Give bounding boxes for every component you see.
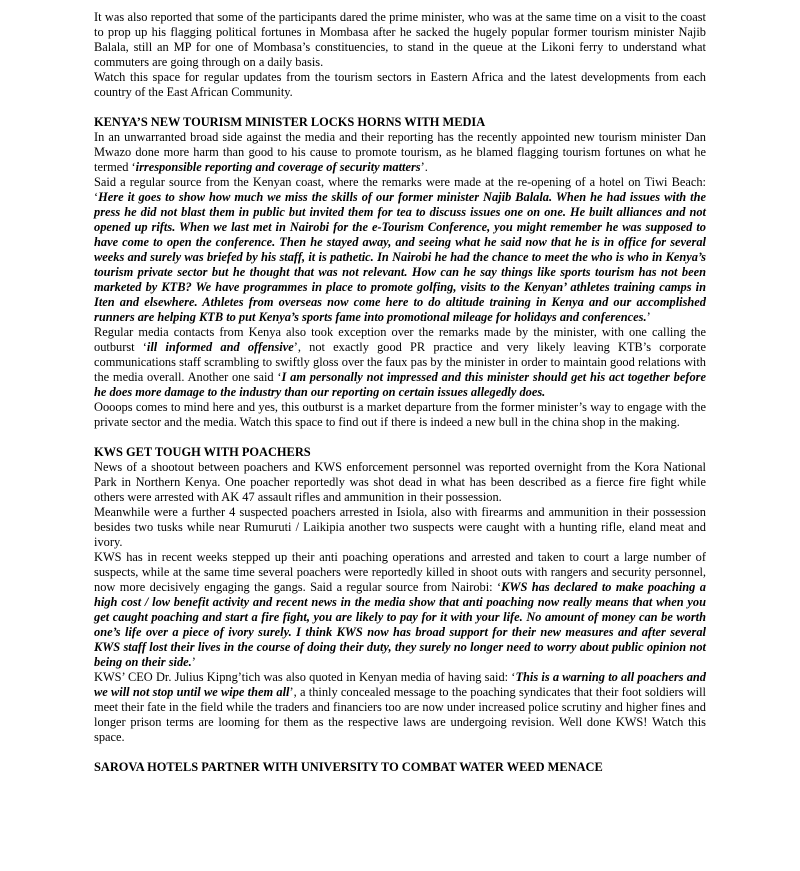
text-run: ’ — [191, 655, 196, 669]
text-run: ’. — [420, 160, 428, 174]
section-heading-sarova-hotels: SAROVA HOTELS PARTNER WITH UNIVERSITY TO COMBAT WATER WEED MENACE — [94, 760, 603, 774]
text-run: Said a regular source from the Kenyan coast, where the remarks were made at the re-opening of a hotel on Tiwi Beach: ‘ — [94, 175, 706, 204]
text-run: ’, a thinly concealed message to the poaching syndicates that their foot soldiers will meet their fate in the field while the traders and financiers too are now under increased police scrutiny and higher fines and longer prison terms are looming for them as the respective laws are undergoing revision. Well done KWS! Watch this space. — [94, 685, 706, 744]
spacer — [94, 100, 706, 115]
spacer — [94, 745, 706, 760]
intro-paragraph-1: It was also reported that some of the participants dared the prime minister, who was at the same time on a visit to the coast to prop up his flagging political fortunes in Mombasa after he sacked the hugely popular former tourism minister Najib Balala, still an MP for one of Mombasa’s constituencies, to stand in the queue at the Likoni ferry to understand what commuters are going through on a daily basis. — [94, 10, 706, 69]
section1-paragraph-3 — [94, 325, 706, 400]
emphasis-quote: irresponsible reporting and coverage of security matters — [135, 160, 421, 174]
text-run: Regular media contacts from Kenya also took exception over the remarks made by the minister, with one calling the outburst ‘ — [94, 325, 706, 354]
emphasis-quote: I am personally not impressed and this minister should get his act together before he does more damage to the industry than our reporting on certain issues allegedly does. — [94, 370, 707, 399]
emphasis-quote: This is a warning to all poachers and we will not stop until we wipe them all — [94, 670, 706, 699]
text-run: KWS’ CEO Dr. Julius Kipng’tich was also quoted in Kenyan media of having said: ‘ — [94, 670, 516, 684]
section-heading-tourism-minister: KENYA’S NEW TOURISM MINISTER LOCKS HORNS WITH MEDIA — [94, 115, 486, 129]
section2-paragraph-1: News of a shootout between poachers and KWS enforcement personnel was reported overnight from the Kora National Park in Northern Kenya. One poacher reportedly was shot dead in what has been described as a fierce fire fight while others were arrested with AK 47 assault rifles and ammunition in their possession. — [94, 460, 706, 504]
section1-paragraph-2 — [94, 175, 706, 325]
text-run: ’ — [646, 310, 651, 324]
section2-paragraph-3 — [94, 550, 706, 670]
text-run: In an unwarranted broad side against the media and their reporting has the recently appointed new tourism minister Dan Mwazo done more harm than good to his cause to promote tourism, as he blamed flagging tourism fortunes on what he termed ‘ — [94, 130, 706, 174]
emphasis-quote: ill informed and offensive — [146, 340, 294, 354]
spacer — [94, 430, 706, 445]
section1-paragraph-1 — [94, 130, 706, 175]
intro-paragraph-2: Watch this space for regular updates from the tourism sectors in Eastern Africa and the latest developments from each country of the East African Community. — [94, 70, 706, 99]
emphasis-quote: KWS has declared to make poaching a high cost / low benefit activity and recent news in the media show that anti poaching now really means that when you get caught poaching and start a fire fight, you are likely to pay for it with your life. No amount of money can be worth one’s life over a piece of ivory surely. I think KWS now has broad support for their new measures and after several KWS staff lost their lives in the course of doing their duty, they surely no longer need to worry about public opinion not being on their side. — [94, 580, 707, 669]
emphasis-quote: Here it goes to show how much we miss the skills of our former minister Najib Balala. When he had issues with the press he did not blast them in public but invited them for tea to discuss issues one on one. He built alliances and not opened up rifts. When we last met in Nairobi for the e-Tourism Conference, you might remember he was supposed to have come to open the conference. Then he stayed away, and seeing what he said now that he is in office for several weeks and surely was briefed by his staff, it is pathetic. In Nairobi he had the chance to meet the who is who in Kenya’s tourism private sector but he thought that was not relevant. How can he say things like sports tourism has not been marketed by KTB? We have programmes in place to promote golfing, visits to the Kenyan’ athletes training camps in Iten and elsewhere. Athletes from overseas now come here to do altitude training in Kenya and our accomplished runners are helping KTB to put Kenya’s sports fame into promotional mileage for holidays and conferences. — [94, 190, 706, 324]
section1-paragraph-4: Oooops comes to mind here and yes, this outburst is a market departure from the former minister’s way to engage with the private sector and the media. Watch this space to find out if there is indeed a new bull in the china shop in the making. — [94, 400, 706, 429]
document-page — [94, 10, 706, 775]
section2-paragraph-2: Meanwhile were a further 4 suspected poachers arrested in Isiola, also with firearms and ammunition in their possession besides two tusks while near Rumuruti / Laikipia another two suspects were caught with a hunting rifle, eland meat and ivory. — [94, 505, 706, 549]
section-heading-kws-poachers: KWS GET TOUGH WITH POACHERS — [94, 445, 311, 459]
section2-paragraph-4 — [94, 670, 706, 745]
text-run: ’, not exactly good PR practice and very likely leaving KTB’s corporate communications staff scrambling to swiftly gloss over the faux pas by the minister in order to maintain good relations with the media overall. Another one said ‘ — [94, 340, 707, 384]
text-run: KWS has in recent weeks stepped up their anti poaching operations and arrested and taken to court a large number of suspects, while at the same time several poachers were reportedly killed in shoot outs with rangers and security personnel, now more decisively engaging the gangs. Said a regular source from Nairobi: ‘ — [94, 550, 706, 594]
